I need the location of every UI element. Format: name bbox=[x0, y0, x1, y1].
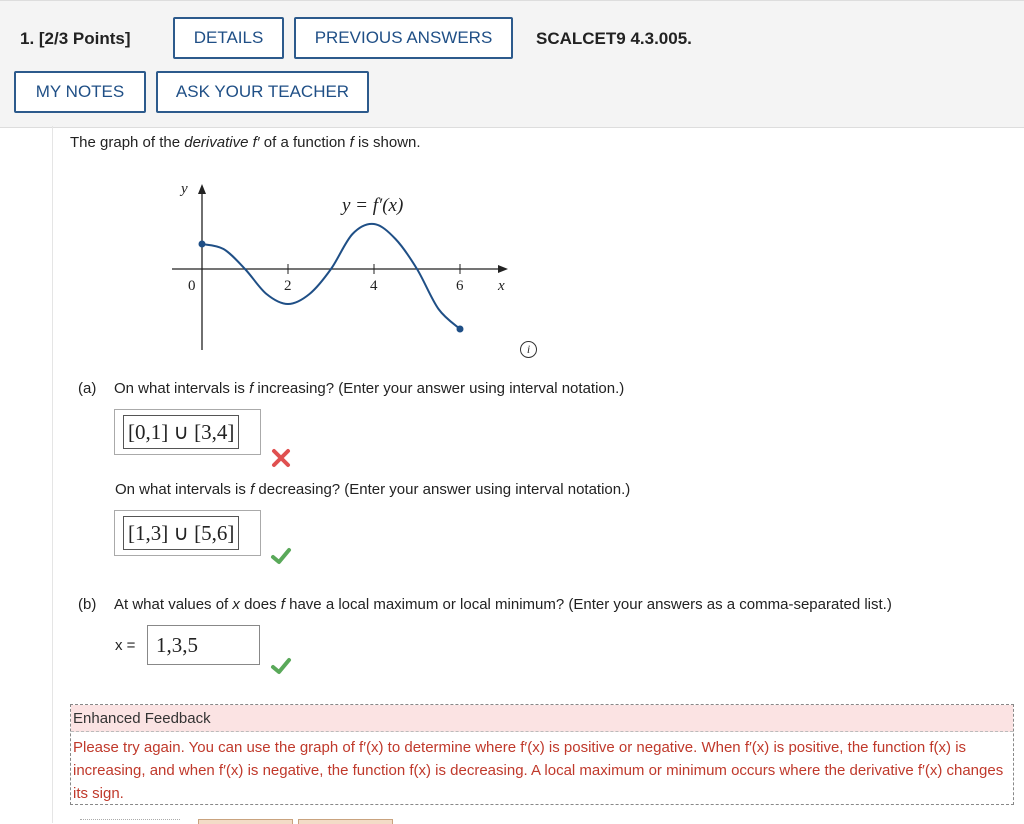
answer-field-decreasing[interactable] bbox=[114, 510, 261, 556]
curve-start-point bbox=[199, 241, 206, 248]
ask-your-teacher-button[interactable]: ASK YOUR TEACHER bbox=[156, 71, 369, 113]
feedback-title: Enhanced Feedback bbox=[71, 705, 1013, 732]
answer-field-extrema[interactable] bbox=[147, 625, 260, 665]
enhanced-feedback-box bbox=[70, 704, 1014, 805]
answer-text-increasing: [0,1] ∪ [3,4] bbox=[123, 415, 239, 449]
correct-check-icon bbox=[270, 545, 292, 567]
answer-field-increasing[interactable] bbox=[114, 409, 261, 455]
incorrect-x-icon bbox=[270, 447, 292, 469]
question-intro: The graph of the derivative f′ of a function f is shown. bbox=[70, 134, 421, 151]
details-button[interactable]: DETAILS bbox=[173, 17, 284, 59]
y-axis-arrow bbox=[198, 184, 206, 194]
derivative-graph bbox=[168, 178, 518, 353]
y-axis-label: y bbox=[181, 181, 188, 197]
answer-text-decreasing: [1,3] ∪ [5,6] bbox=[123, 516, 239, 550]
x-tick-label-6: 6 bbox=[456, 278, 464, 294]
previous-answers-button[interactable]: PREVIOUS ANSWERS bbox=[294, 17, 513, 59]
feedback-body: Please try again. You can use the graph of f′(x) to determine where f′(x) is positive or negative. When f′(x) is positive, the function f(x) is increasing, and when f′(x) is negative, the function f(x) is decreasing. A local maximum or minimum occurs where the derivative f′(x) changes its sign. bbox=[73, 739, 1004, 802]
content-left-border bbox=[52, 126, 53, 823]
info-icon[interactable]: i bbox=[520, 341, 537, 358]
part-b-question: (b) At what values of x does f have a local maximum or local minimum? (Enter your answers as a comma-separated list.) bbox=[78, 596, 892, 613]
x-tick-label-2: 2 bbox=[284, 278, 292, 294]
answer-text-extrema: 1,3,5 bbox=[156, 632, 198, 657]
x-equals-label: x = bbox=[115, 637, 136, 654]
correct-check-icon bbox=[270, 655, 292, 677]
question-id: SCALCET9 4.3.005. bbox=[536, 29, 692, 48]
x-tick-label-0: 0 bbox=[188, 278, 196, 294]
derivative-curve bbox=[202, 224, 460, 329]
bottom-divider bbox=[80, 819, 180, 824]
part-a-question: (a) On what intervals is f increasing? (Enter your answer using interval notation.) bbox=[78, 380, 625, 397]
bottom-button-1[interactable] bbox=[198, 819, 293, 824]
curve-end-point bbox=[457, 326, 464, 333]
x-axis-label: x bbox=[498, 278, 505, 294]
x-tick-label-4: 4 bbox=[370, 278, 378, 294]
question-number: 1. [2/3 Points] bbox=[20, 29, 131, 48]
x-axis-arrow bbox=[498, 265, 508, 273]
curve-label: y = f′(x) bbox=[342, 195, 404, 216]
bottom-toolbar bbox=[0, 815, 1024, 823]
bottom-button-2[interactable] bbox=[298, 819, 393, 824]
question-header bbox=[0, 0, 1024, 128]
part-a-question-2: On what intervals is f decreasing? (Enter your answer using interval notation.) bbox=[115, 481, 631, 498]
my-notes-button[interactable]: MY NOTES bbox=[14, 71, 146, 113]
